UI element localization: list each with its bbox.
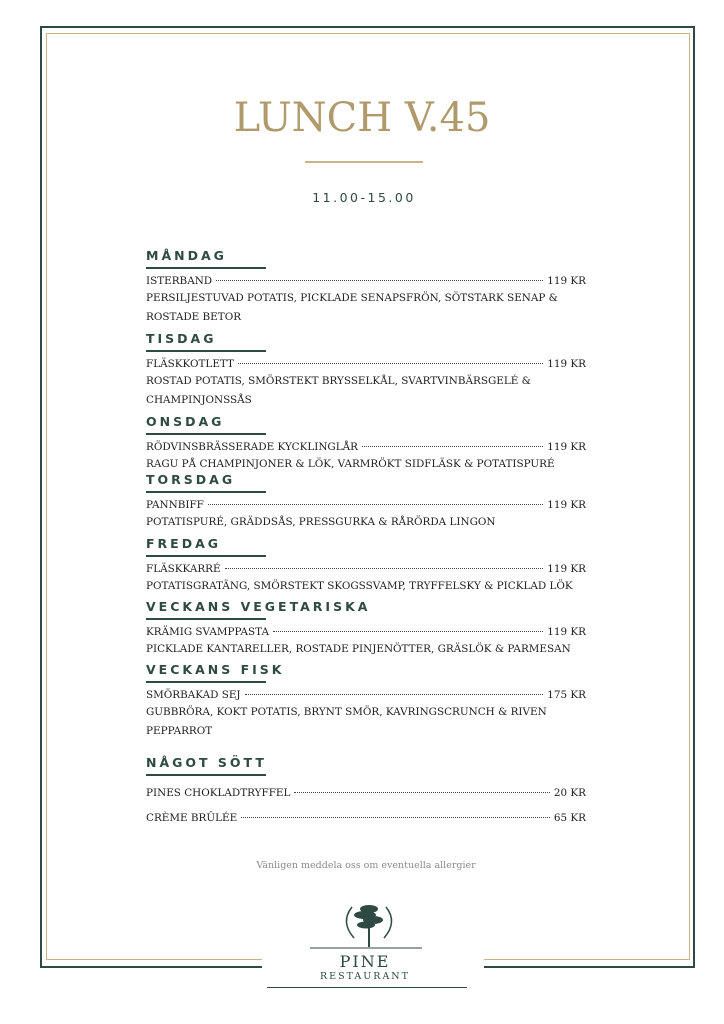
dot-leader [245,694,544,695]
item-price: 119 KR [547,441,586,453]
section-fisk [146,661,586,741]
section-heading: MÅNDAG [146,248,227,263]
section-heading: FREDAG [146,536,222,551]
item-name: SMÖRBAKAD SEJ [146,689,241,701]
logo-name: PINE [339,952,391,971]
menu-item [146,357,586,371]
item-name: FLÄSKKOTLETT [146,358,234,370]
dot-leader [294,792,549,793]
item-price: 119 KR [547,358,586,370]
item-price: 119 KR [547,499,586,511]
item-name: RÖDVINSBRÄSSERADE KYCKLINGLÅR [146,441,358,453]
allergy-note: Vänligen meddela oss om eventuella allergier [256,860,476,871]
item-description: PICKLADE KANTARELLER, ROSTADE PINJENÖTTER, GRÄSLÖK & PARMESAN [146,643,571,655]
item-description: POTATISPURÉ, GRÄDDSÅS, PRESSGURKA & RÅRÖRDA LINGON [146,516,496,528]
menu-item [146,625,586,639]
item-name: FLÄSKKARRÉ [146,563,221,575]
menu-item [146,440,586,454]
dessert-item [146,786,586,800]
restaurant-logo [262,895,472,995]
item-description: GUBBRÖRA, KOKT POTATIS, BRYNT SMÖR, KAVRINGSCRUNCH & RIVEN PEPPARROT [146,706,547,737]
section-rule [146,555,266,557]
item-price: 119 KR [547,563,586,575]
item-name: PANNBIFF [146,499,204,511]
dot-leader [208,504,543,505]
section-rule [146,433,266,435]
dot-leader [225,568,544,569]
section-rule [146,491,266,493]
logo-subtitle: RESTAURANT [320,971,410,982]
dot-leader [362,446,543,447]
dot-leader [216,280,543,281]
section-tisdag [146,330,586,410]
item-name: KRÄMIG SVAMPPASTA [146,626,270,638]
section-heading: VECKANS VEGETARISKA [146,599,371,614]
section-mandag [146,247,586,327]
section-heading: TISDAG [146,331,217,346]
dot-leader [238,363,543,364]
item-price: 119 KR [547,626,586,638]
item-description: PERSILJESTUVAD POTATIS, PICKLADE SENAPSFRÖN, SÖTSTARK SENAP & ROSTADE BETOR [146,292,558,323]
section-heading: TORSDAG [146,472,236,487]
menu-item [146,562,586,576]
logo-underline [267,987,467,988]
section-rule [146,618,266,620]
section-rule [146,681,266,683]
item-name: PINES CHOKLADTRYFFEL [146,787,291,799]
section-torsdag [146,471,586,532]
pine-tree-icon [262,895,472,955]
section-rule [146,267,266,269]
item-description: RAGU PÅ CHAMPINJONER & LÖK, VARMRÖKT SIDFLÄSK & POTATISPURÉ [146,458,555,470]
menu-title: LUNCH V.45 [233,95,491,141]
section-heading: NÅGOT SÖTT [146,755,267,770]
section-fredag [146,535,586,596]
dot-leader [241,817,550,818]
section-heading: ONSDAG [146,414,225,429]
item-price: 65 KR [553,812,586,824]
item-price: 175 KR [547,689,586,701]
item-name: ISTERBAND [146,275,213,287]
menu-item [146,498,586,512]
menu-item [146,688,586,702]
section-dessert [146,754,586,825]
item-description: POTATISGRATÄNG, SMÖRSTEKT SKOGSSVAMP, TRYFFELSKY & PICKLAD LÖK [146,580,573,592]
item-price: 20 KR [553,787,586,799]
section-onsdag [146,413,586,474]
title-rule [305,161,423,163]
section-rule [146,774,266,776]
dessert-item [146,811,586,825]
menu-item [146,274,586,288]
section-rule [146,350,266,352]
dot-leader [273,631,543,632]
item-name: CRÈME BRÛLÉE [146,812,238,824]
section-vegetariska [146,598,586,659]
section-heading: VECKANS FISK [146,662,285,677]
item-price: 119 KR [547,275,586,287]
item-description: ROSTAD POTATIS, SMÖRSTEKT BRYSSELKÅL, SVARTVINBÄRSGELÉ & CHAMPINJONSSÅS [146,375,531,406]
opening-hours: 11.00-15.00 [312,190,416,205]
